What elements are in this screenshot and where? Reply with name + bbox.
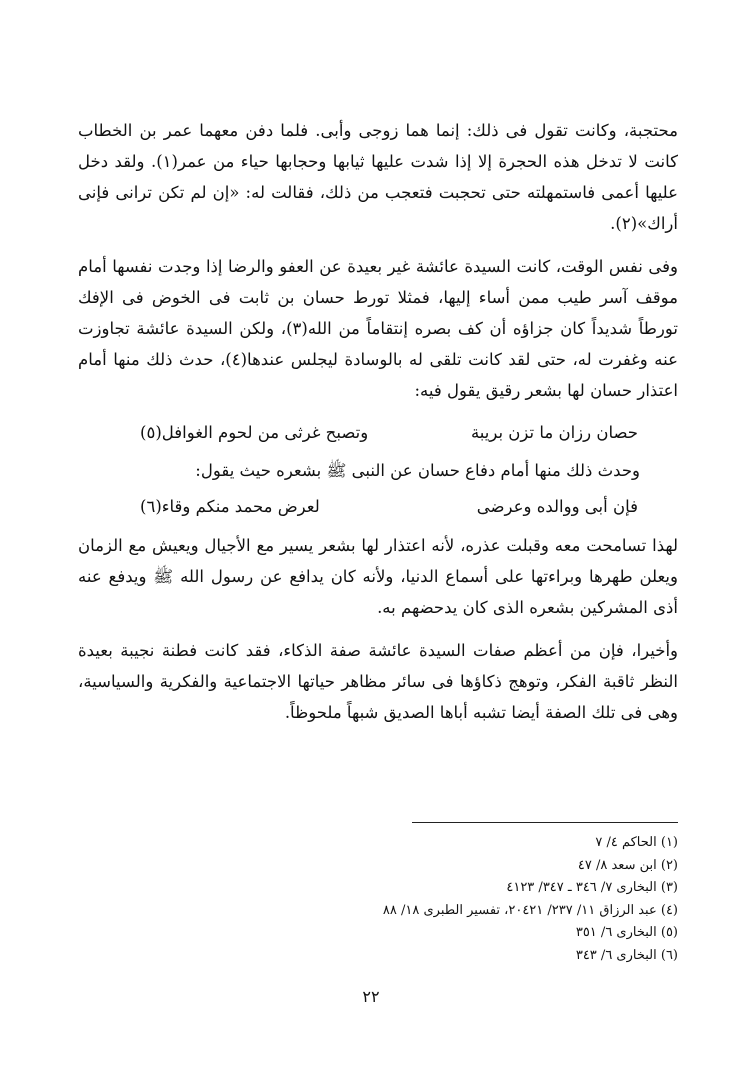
- poem-verse: [78, 492, 678, 522]
- footnote: (٤) عبد الرزاق ١١/ ٢٣٧/ ٢٠٤٢١، تفسير الطبرى ١٨/ ٨٨: [382, 902, 678, 918]
- paragraph: لهذا تسامحت معه وقبلت عذره، لأنه اعتذار لها بشعر يسير مع الأجيال ويعيش مع الزمان ويعلن طهرها وبراءتها على أسماع الدنيا، ولأنه كان يدافع عن رسول الله ﷺ ويدفع عنه أذى المشركين بشعره الذى كان يدحضهم به.: [78, 536, 678, 617]
- poem-verse: [78, 418, 678, 448]
- footnote-separator: [412, 822, 678, 823]
- page-number: ٢٢: [362, 987, 380, 1006]
- paragraph: وفى نفس الوقت، كانت السيدة عائشة غير بعيدة عن العفو والرضا إذا وجدت نفسها أمام موقف آسر طيب ممن أساء إليها، فمثلا تورط حسان بن ثابت فى الخوض فى الإفك تورطاً شديداً كان جزاؤه أن كف بصره إنتقاماً من الله(٣)، ولكن السيدة عائشة تجاوزت عنه وغفرت له، حتى لقد كانت تلقى له بالوسادة ليجلس عندها(٤)، حدث ذلك منها أمام اعتذار حسان لها بشعر رقيق يقول فيه:: [78, 257, 678, 400]
- footnotes: [78, 832, 678, 968]
- footnote: (١) الحاكم ٤/ ٧: [595, 835, 678, 850]
- paragraph: محتجبة، وكانت تقول فى ذلك: إنما هما زوجى وأبى. فلما دفن معهما عمر بن الخطاب كانت لا تدخل هذه الحجرة إلا إذا شدت عليها ثيابها وحجابها حياء من عمر(١). ولقد دخل عليها أعمى فاستمهلته حتى تحجبت فتعجب من ذلك، فقالت له: «إن لم تكن ترانى فإنى أراك»(٢).: [78, 121, 678, 233]
- verse-second-hemistich: لعرض محمد منكم وقاء(٦): [140, 497, 320, 516]
- footnote: (٢) ابن سعد ٨/ ٤٧: [577, 857, 678, 873]
- paragraph: وأخيرا، فإن من أعظم صفات السيدة عائشة صفة الذكاء، فقد كانت فطنة نجيبة بعيدة النظر ثاقبة الفكر، وتوهج ذكاؤها فى سائر مظاهر حياتها الاجتماعية والفكرية والسياسية، وهى فى تلك الصفة أيضا تشبه أباها الصديق شبهاً ملحوظاً.: [78, 641, 678, 722]
- footnote: (٦) البخارى ٦/ ٣٤٣: [575, 947, 678, 963]
- verse-second-hemistich: وتصبح غرثى من لحوم الغوافل(٥): [140, 423, 369, 442]
- verse-first-hemistich: حصان رزان ما تزن بريبة: [470, 423, 638, 442]
- footnote: (٣) البخارى ٧/ ٣٤٦ ـ ٣٤٧/ ٤١٢٣: [506, 880, 678, 896]
- verse-intro: وحدث ذلك منها أمام دفاع حسان عن النبى ﷺ بشعره حيث يقول:: [195, 461, 640, 480]
- main-text: [78, 115, 678, 740]
- footnote: (٥) البخارى ٦/ ٣٥١: [575, 925, 678, 941]
- verse-first-hemistich: فإن أبى ووالده وعرضى: [476, 497, 638, 516]
